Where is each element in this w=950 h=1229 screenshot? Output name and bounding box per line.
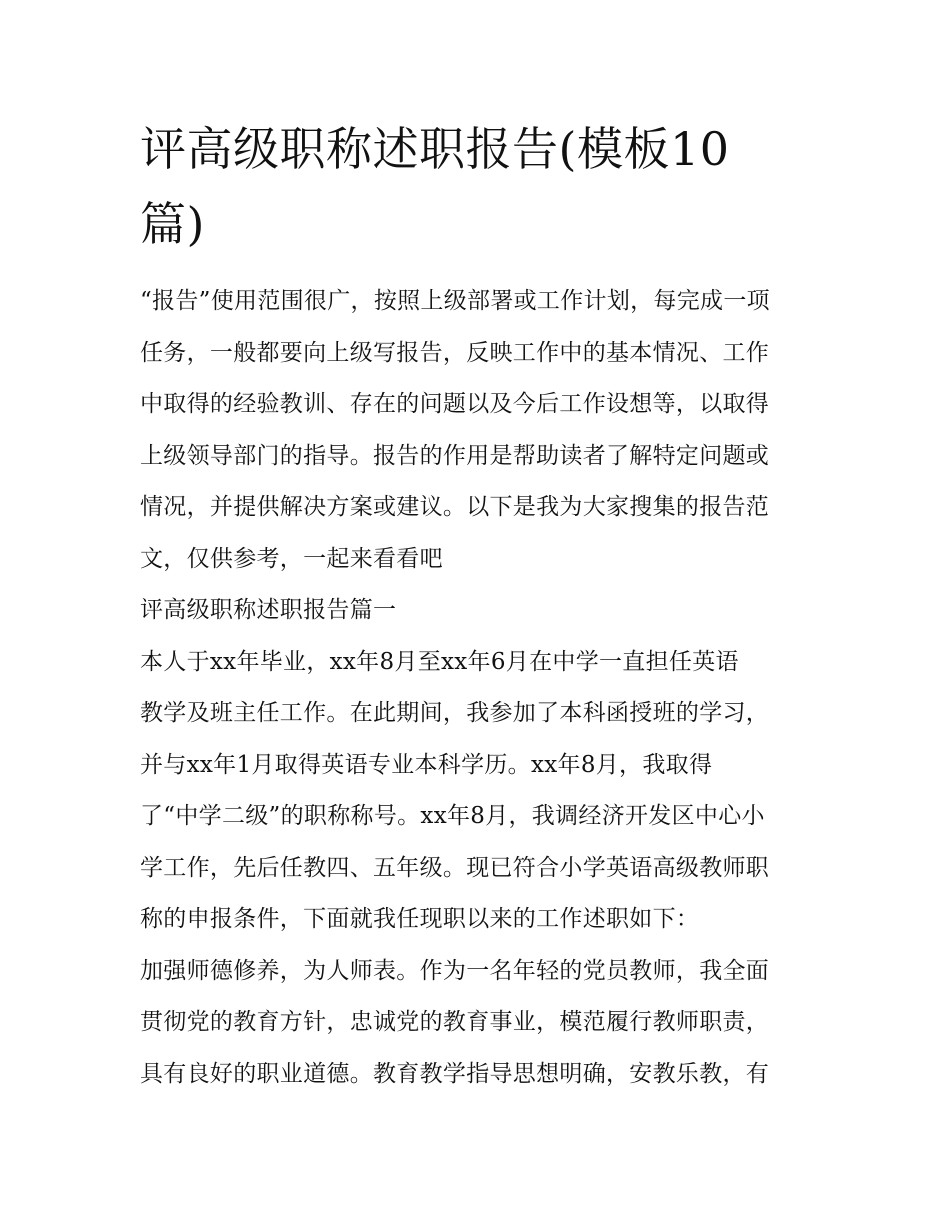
paragraph-line: 具有良好的职业道德。教育教学指导思想明确，安教乐教，有 [140, 1060, 770, 1087]
intro-paragraph-line: 上级领导部门的指导。报告的作用是帮助读者了解特定问题或 [140, 442, 770, 469]
paragraph-line: 本人于xx年毕业，xx年8月至xx年6月在中学一直担任英语 [140, 648, 739, 675]
title-line: 篇) [140, 197, 205, 251]
intro-paragraph-line: 任务，一般都要向上级写报告，反映工作中的基本情况、工作 [140, 339, 770, 366]
intro-paragraph-line: 文，仅供参考，一起来看看吧 [140, 545, 443, 572]
intro-paragraph-line: 中取得的经验教训、存在的问题以及今后工作设想等，以取得 [140, 391, 770, 417]
paragraph-line: 教学及班主任工作。在此期间，我参加了本科函授班的学习， [140, 700, 770, 726]
paragraph-line: 了“中学二级”的职称称号。xx年8月，我调经济开发区中心小 [140, 803, 765, 829]
section-heading: 评高级职称述职报告篇一 [140, 597, 397, 623]
intro-paragraph-line: 情况，并提供解决方案或建议。以下是我为大家搜集的报告范 [140, 494, 770, 520]
paragraph-line: 贯彻党的教育方针，忠诚党的教育事业，模范履行教师职责， [140, 1009, 770, 1035]
intro-paragraph-line: “报告”使用范围很广，按照上级部署或工作计划，每完成一项 [140, 288, 770, 314]
paragraph-line: 并与xx年1月取得英语专业本科学历。xx年8月，我取得 [140, 751, 713, 778]
paragraph-line: 称的申报条件，下面就我任现职以来的工作述职如下： [140, 906, 700, 932]
document-body [140, 276, 820, 1100]
title-line: 评高级职称述职报告(模板10 [140, 122, 730, 176]
document-title [140, 112, 820, 262]
paragraph-line: 学工作，先后任教四、五年级。现已符合小学英语高级教师职 [140, 854, 770, 881]
paragraph-line: 加强师德修养，为人师表。作为一名年轻的党员教师，我全面 [140, 957, 770, 984]
